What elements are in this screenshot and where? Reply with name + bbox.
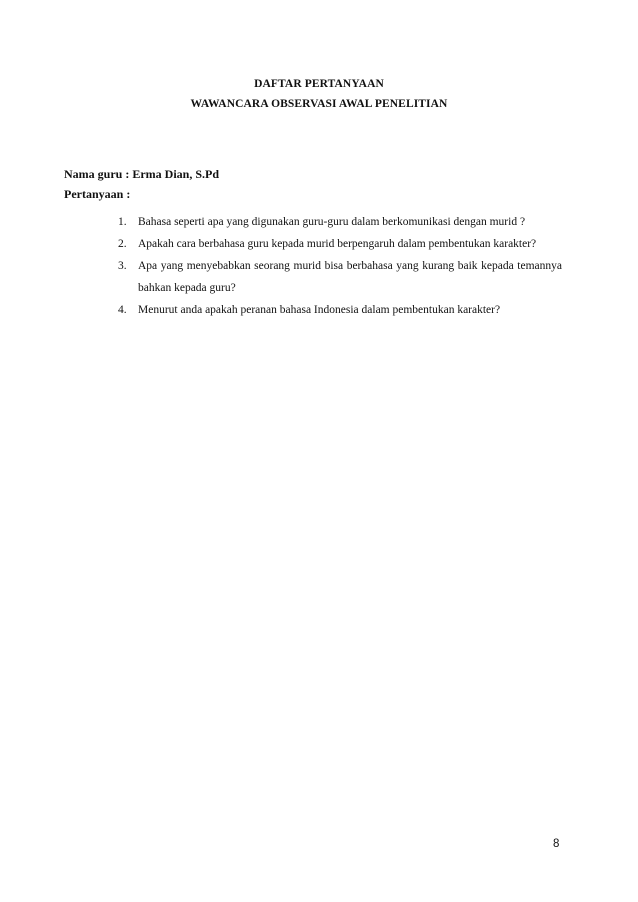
question-text: Apa yang menyebabkan seorang murid bisa berbahasa yang kurang baik kepada temannya bahkan kepada guru?	[138, 260, 562, 294]
document-subtitle: WAWANCARA OBSERVASI AWAL PENELITIAN	[190, 98, 448, 110]
question-number: 1.	[118, 216, 127, 228]
questions-heading: Pertanyaan :	[64, 187, 131, 201]
question-item	[118, 255, 562, 299]
document-title: DAFTAR PERTANYAAN	[254, 78, 384, 90]
question-item	[118, 233, 562, 255]
question-number: 2.	[118, 238, 127, 250]
question-text: Menurut anda apakah peranan bahasa Indonesia dalam pembentukan karakter?	[138, 304, 501, 316]
question-number: 4.	[118, 304, 127, 316]
question-number: 3.	[118, 260, 127, 272]
question-list	[118, 211, 562, 321]
question-text: Apakah cara berbahasa guru kepada murid berpengaruh dalam pembentukan karakter?	[138, 238, 537, 250]
question-item	[118, 299, 562, 321]
question-text: Bahasa seperti apa yang digunakan guru-guru dalam berkomunikasi dengan murid ?	[138, 216, 526, 228]
question-item	[118, 211, 562, 233]
page-number: 8	[553, 838, 560, 850]
teacher-name: Nama guru : Erma Dian, S.Pd	[64, 167, 220, 181]
